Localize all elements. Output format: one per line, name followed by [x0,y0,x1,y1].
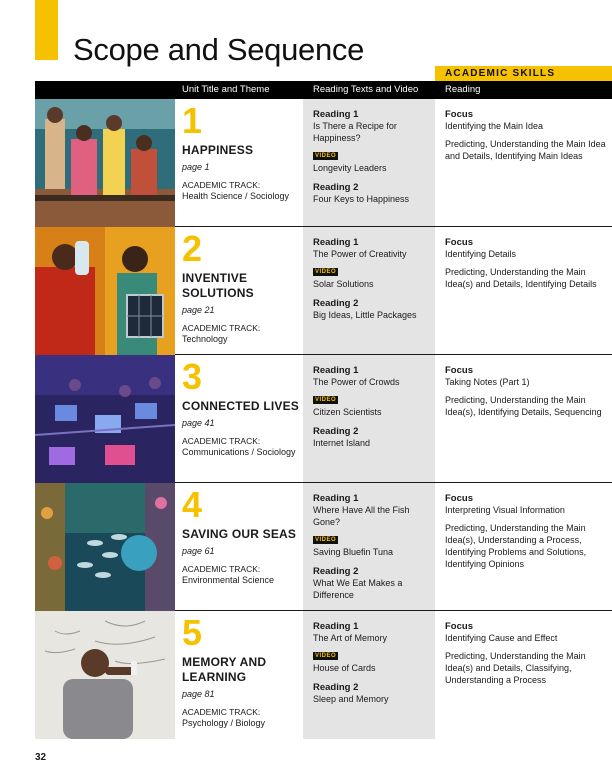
reading-texts-2 [303,227,435,354]
reading-skills-3 [435,355,612,482]
academic-track-name: Environmental Science [182,575,275,585]
reading1-title: Is There a Recipe for Happiness? [313,121,397,143]
title-accent-bar [35,0,58,60]
reading1-label: Reading 1 [313,109,359,120]
video-badge: VIDEO [315,397,337,403]
reading2-label: Reading 2 [313,182,359,193]
reading-skills-1 [435,99,612,226]
focus-label: Focus [445,365,473,376]
focus-label: Focus [445,621,473,632]
video-title: Saving Bluefin Tuna [313,547,394,557]
reading-skills-5 [435,611,612,739]
reading1-label: Reading 1 [313,237,359,248]
reading-skills-list: Predicting, Understanding the Main Idea(s), Identifying Details, Sequencing [445,395,602,417]
reading-skills-list: Predicting, Understanding the Main Idea(s) and Details, Identifying Details [445,267,597,289]
reading1-title: The Power of Creativity [313,249,407,259]
reading-texts-1 [303,99,435,226]
academic-track-label: ACADEMIC TRACK: [182,180,261,190]
reading2-title: Sleep and Memory [313,694,389,704]
unit-number: 1 [182,100,203,141]
man-writing-on-wall-photo-art [35,611,175,739]
page-number: 32 [35,752,47,763]
unit-number: 3 [182,356,203,397]
unit-theme-4 [182,483,304,610]
video-badge: VIDEO [315,269,337,275]
academic-track-label: ACADEMIC TRACK: [182,564,261,574]
focus-skill: Identifying the Main Idea [445,121,544,131]
video-badge: VIDEO [315,537,337,543]
unit-title: INVENTIVE SOLUTIONS [182,271,254,300]
unit-theme-3 [182,355,304,482]
unit-number: 4 [182,484,203,525]
academic-skills-banner: ACADEMIC SKILLS [435,66,612,81]
units-table [35,99,612,739]
unit-page-ref: page 1 [182,162,210,172]
solar-lamp-photo [35,227,175,355]
reading2-label: Reading 2 [313,682,359,693]
video-title: Citizen Scientists [313,407,382,417]
focus-skill: Identifying Details [445,249,517,259]
unit-theme-2 [182,227,304,354]
header-reading: Reading [445,84,481,95]
reading-skills-4 [435,483,612,610]
academic-track-name: Health Science / Sociology [182,191,290,201]
header-unit-title: Unit Title and Theme [182,84,270,95]
unit-theme-5 [182,611,304,739]
unit-page-ref: page 61 [182,546,215,556]
reading-skills-list: Predicting, Understanding the Main Idea(s), Understanding a Process, Identifying Problems and Solutions, Identifying Opinions [445,523,587,569]
unit-page-ref: page 81 [182,689,215,699]
man-writing-on-wall-photo [35,611,175,739]
academic-track-label: ACADEMIC TRACK: [182,707,261,717]
focus-skill: Taking Notes (Part 1) [445,377,530,387]
reading1-title: Where Have All the Fish Gone? [313,505,410,527]
header-reading-texts: Reading Texts and Video [313,84,419,95]
video-title: House of Cards [313,663,376,673]
unit-title: MEMORY AND LEARNING [182,655,267,684]
coral-reef-fish-photo [35,483,175,611]
unit-title: SAVING OUR SEAS [182,527,297,541]
reading2-title: What We Eat Makes a Difference [313,578,403,600]
table-header [35,81,612,99]
focus-skill: Interpreting Visual Information [445,505,565,515]
unit-number: 2 [182,228,203,269]
unit-row-1 [35,99,612,227]
academic-track-label: ACADEMIC TRACK: [182,323,261,333]
unit-title: HAPPINESS [182,143,254,157]
reading-texts-3 [303,355,435,482]
focus-skill: Identifying Cause and Effect [445,633,558,643]
children-on-bus-photo [35,99,175,227]
video-title: Solar Solutions [313,279,374,289]
reading2-title: Four Keys to Happiness [313,194,410,204]
video-title: Longevity Leaders [313,163,387,173]
coral-reef-fish-photo-art [35,483,175,611]
unit-theme-1 [182,99,304,226]
unit-page-ref: page 21 [182,305,215,315]
focus-label: Focus [445,493,473,504]
unit-row-3 [35,355,612,483]
reading2-label: Reading 2 [313,298,359,309]
computer-lan-party-photo-art [35,355,175,483]
reading2-label: Reading 2 [313,566,359,577]
reading2-title: Big Ideas, Little Packages [313,310,417,320]
academic-track-name: Technology [182,334,228,344]
reading1-label: Reading 1 [313,621,359,632]
reading2-label: Reading 2 [313,426,359,437]
academic-track-label: ACADEMIC TRACK: [182,436,261,446]
video-badge: VIDEO [315,653,337,659]
unit-row-5 [35,611,612,739]
computer-lan-party-photo [35,355,175,483]
reading-skills-list: Predicting, Understanding the Main Idea(s) and Details, Classifying, Understanding a Process [445,651,586,685]
unit-row-2 [35,227,612,355]
reading-texts-4 [303,483,435,610]
reading1-title: The Power of Crowds [313,377,400,387]
unit-row-4 [35,483,612,611]
unit-page-ref: page 41 [182,418,215,428]
unit-number: 5 [182,612,203,653]
video-badge: VIDEO [315,153,337,159]
children-on-bus-photo-art [35,99,175,227]
focus-label: Focus [445,237,473,248]
reading-skills-2 [435,227,612,354]
academic-track-name: Psychology / Biology [182,718,266,728]
solar-lamp-photo-art [35,227,175,355]
academic-track-name: Communications / Sociology [182,447,296,457]
reading1-label: Reading 1 [313,365,359,376]
reading-skills-list: Predicting, Understanding the Main Idea and Details, Identifying Main Ideas [445,139,606,161]
page-title: Scope and Sequence [73,32,365,67]
reading1-title: The Art of Memory [313,633,388,643]
reading2-title: Internet Island [313,438,371,448]
focus-label: Focus [445,109,473,120]
reading1-label: Reading 1 [313,493,359,504]
unit-title: CONNECTED LIVES [182,399,300,413]
reading-texts-5 [303,611,435,739]
